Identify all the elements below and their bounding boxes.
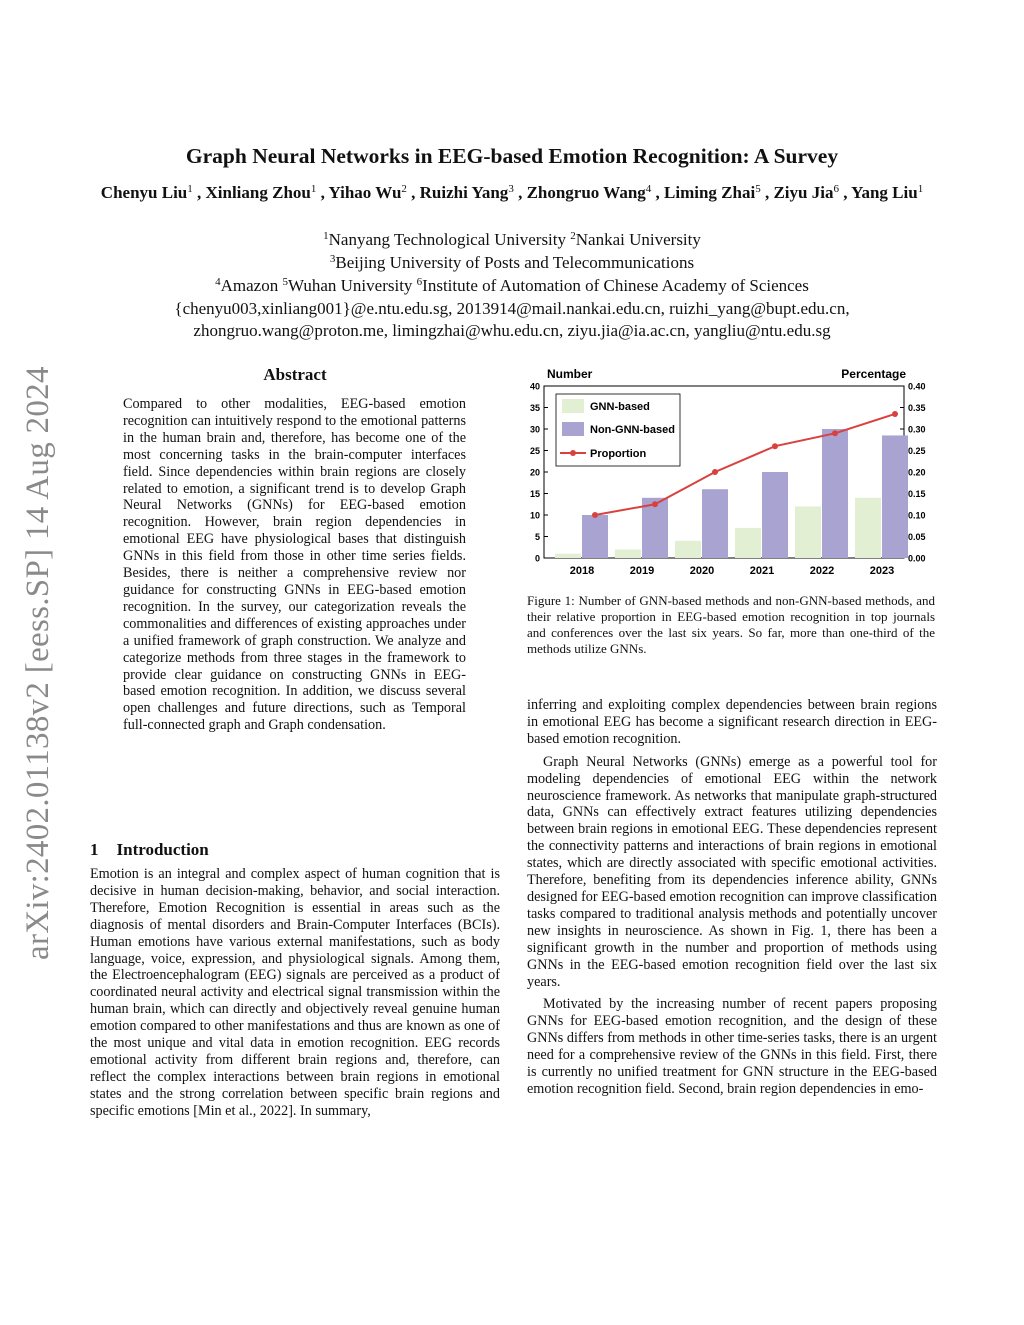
bar-non-gnn xyxy=(762,472,788,558)
proportion-point xyxy=(832,430,838,436)
right-tick-label: 0.15 xyxy=(908,489,926,499)
right-tick-label: 0.10 xyxy=(908,510,926,521)
proportion-point xyxy=(652,501,658,507)
x-tick-label: 2019 xyxy=(629,565,655,577)
bar-gnn xyxy=(675,541,701,558)
right-tick-label: 0.35 xyxy=(908,403,926,413)
intro-paragraph: Emotion is an integral and complex aspect of human cognition that is decisive in human decision-making, behavior, and social interaction. Therefore, Emotion Recognition is essential in areas such as the diagnosis of mental disorders and Brain-Computer Interfaces (BCIs). Human emotions have various external manifestations, such as body language, voice, expression, and physiological signals. Among them, the Electroencephalogram (EEG) signals are perceived as a product of coordinated neural activity and electrical signal transmission within the human brain, which can directly and objectively reveal genuine human emotion compared to other manifestations and thus are known as one of the most unique and vital data in emotion recognition. EEG records emotional activity from different brain regions and, therefore, can reflect the complex interactions between brain regions in emotional states and the strong correlation between specific brain regions and specific emotions [Min et al., 2022]. In summary, xyxy=(90,866,500,1119)
author: Yang Liu$^1$ xyxy=(851,183,924,202)
bar-gnn xyxy=(855,498,881,558)
intro-paragraph: Graph Neural Networks (GNNs) emerge as a powerful tool for modeling dependencies of emotional EEG within the network neuroscience framework. As networks that manipulate graph-structured data, GNNs can effectively extract features utilizing dependencies between brain regions in emotional EEG. These dependencies represent the connectivity patterns and interactions of brain regions in emotional states, which are directly associated with specific emotional activities. Therefore, benefiting from its dependencies inference ability, GNNs designed for EEG-based emotion recognition can improve classification tasks compared to traditional analysis methods and potentially uncover new insights in neuroscience. As shown in Fig. 1, there has been a significant growth in the number and proportion of methods using GNNs in the EEG-based emotion recognition field over the last six years. xyxy=(527,753,937,990)
bar-gnn xyxy=(555,554,581,558)
proportion-point xyxy=(712,469,718,475)
figure-1-chart xyxy=(524,362,938,580)
affiliation-line: $^1$Nanyang Technological University $^2$Nankai University xyxy=(323,230,701,249)
bar-gnn xyxy=(735,528,761,558)
bar-non-gnn xyxy=(822,429,848,558)
left-tick-label: 40 xyxy=(529,381,540,392)
email-line: {chenyu003,xinliang001}@e.ntu.edu.sg, 2013914@mail.nankai.edu.cn, ruizhi_yang@bupt.edu.cn, xyxy=(174,299,850,318)
right-axis-title: Percentage xyxy=(841,367,906,381)
bar-non-gnn xyxy=(702,489,728,558)
author: Xinliang Zhou$^1$ xyxy=(205,183,317,202)
left-tick-label: 10 xyxy=(529,510,540,521)
paper-title: Graph Neural Networks in EEG-based Emotion Recognition: A Survey xyxy=(185,144,839,168)
legend-point-proportion xyxy=(570,450,576,456)
x-tick-label: 2022 xyxy=(809,565,835,577)
intro-paragraph: inferring and exploiting complex dependencies between brain regions in emotional EEG has become a significant research direction in EEG-based emotion recognition. xyxy=(527,697,937,747)
legend-label-non-gnn: Non-GNN-based xyxy=(590,424,675,436)
abstract-body xyxy=(123,396,466,734)
proportion-point xyxy=(892,411,898,417)
bar-non-gnn xyxy=(882,435,908,558)
intro-paragraph: Motivated by the increasing number of recent papers proposing GNNs for EEG-based emotion recognition, and the design of these GNNs differs from methods in other time-series tasks, there is an urgent need for a comprehensive review of the GNNs in this field. First, there is currently no unified treatment for GNN structure in the EEG-based emotion recognition field. Second, brain region dependencies in emo- xyxy=(527,996,937,1097)
affiliation-line: $^4$Amazon $^5$Wuhan University $^6$Institute of Automation of Chinese Academy of Sciences xyxy=(215,276,809,295)
left-axis-title: Number xyxy=(547,367,593,381)
bar-non-gnn xyxy=(582,515,608,558)
legend-swatch-non-gnn xyxy=(562,422,584,436)
right-tick-label: 0.40 xyxy=(908,381,926,392)
author: Ruizhi Yang$^3$ xyxy=(419,183,514,202)
left-tick-label: 30 xyxy=(529,424,540,435)
x-tick-label: 2020 xyxy=(689,565,715,577)
intro-left-column xyxy=(90,866,500,1120)
proportion-point xyxy=(592,512,598,518)
author: Chenyu Liu$^1$ xyxy=(100,183,193,202)
x-tick-label: 2023 xyxy=(869,565,895,577)
x-tick-label: 2021 xyxy=(749,565,775,577)
legend-label-gnn: GNN-based xyxy=(590,401,650,413)
x-tick-label: 2018 xyxy=(569,565,595,577)
right-tick-label: 0.05 xyxy=(908,532,926,542)
author: Zhongruo Wang$^4$ xyxy=(526,183,652,202)
figure-1-caption: Figure 1: Number of GNN-based methods and non-GNN-based methods, and their relative proportion in EEG-based emotion recognition in top journals and conferences over the last six years. So far, more than one-third of the methods utilize GNNs. xyxy=(527,593,935,656)
proportion-point xyxy=(772,443,778,449)
bar-gnn xyxy=(615,549,641,558)
author-list: Chenyu Liu$^1$ , Xinliang Zhou$^1$ , Yihao Wu$^2$ , Ruizhi Yang$^3$ , Zhongruo Wang$^4$ , Liming Zhai$^5$ , Ziyu Jia$^6$ , Yang Liu$^1$ xyxy=(100,183,924,202)
abstract-text: Compared to other modalities, EEG-based emotion recognition can intuitively respond to the emotional patterns in the human brain and, therefore, has become one of the most concerning tasks in the brain-computer interfaces field. Since dependencies within brain regions are closely related to emotion, a significant trend is to develop Graph Neural Networks (GNNs) for EEG-based emotion recognition. However, brain region dependencies in emotional EEG have physiological bases that distinguish GNNs in this field from those in other time series fields. Besides, there is neither a comprehensive review nor guidance for constructing GNNs in EEG-based emotion recognition. In the survey, our categorization reveals the commonalities and differences of existing approaches under a unified framework of graph construction. We analyze and categorize methods from three stages in the framework to provide clear guidance on constructing GNNs in EEG-based emotion recognition. In addition, we discuss several open challenges and future directions, such as Temporal full-connected graph and Graph condensation. xyxy=(123,396,466,734)
email-line: zhongruo.wang@proton.me, limingzhai@whu.edu.cn, ziyu.jia@ia.ac.cn, yangliu@ntu.edu.sg xyxy=(193,321,831,340)
legend-label-proportion: Proportion xyxy=(590,448,647,460)
right-tick-label: 0.30 xyxy=(908,424,926,435)
arxiv-stamp: arXiv:2402.01138v2 [eess.SP] 14 Aug 2024 xyxy=(20,366,56,960)
abstract-heading: Abstract xyxy=(263,365,327,384)
right-tick-label: 0.20 xyxy=(908,467,926,478)
left-tick-label: 0 xyxy=(534,553,540,564)
left-tick-label: 35 xyxy=(529,403,540,413)
left-tick-label: 25 xyxy=(529,446,540,456)
right-tick-label: 0.00 xyxy=(908,553,926,564)
author: Ziyu Jia$^6$ xyxy=(773,183,839,202)
author: Yihao Wu$^2$ xyxy=(328,183,407,202)
left-tick-label: 5 xyxy=(534,532,540,542)
left-tick-label: 20 xyxy=(529,467,540,478)
intro-right-column xyxy=(527,697,937,1098)
section-heading: 1 Introduction xyxy=(90,840,209,859)
legend-swatch-gnn xyxy=(562,399,584,413)
affiliation-line: $^3$Beijing University of Posts and Telecommunications xyxy=(329,253,695,272)
right-tick-label: 0.25 xyxy=(908,446,926,456)
left-tick-label: 15 xyxy=(529,489,540,499)
author: Liming Zhai$^5$ xyxy=(664,183,761,202)
bar-gnn xyxy=(795,506,821,558)
